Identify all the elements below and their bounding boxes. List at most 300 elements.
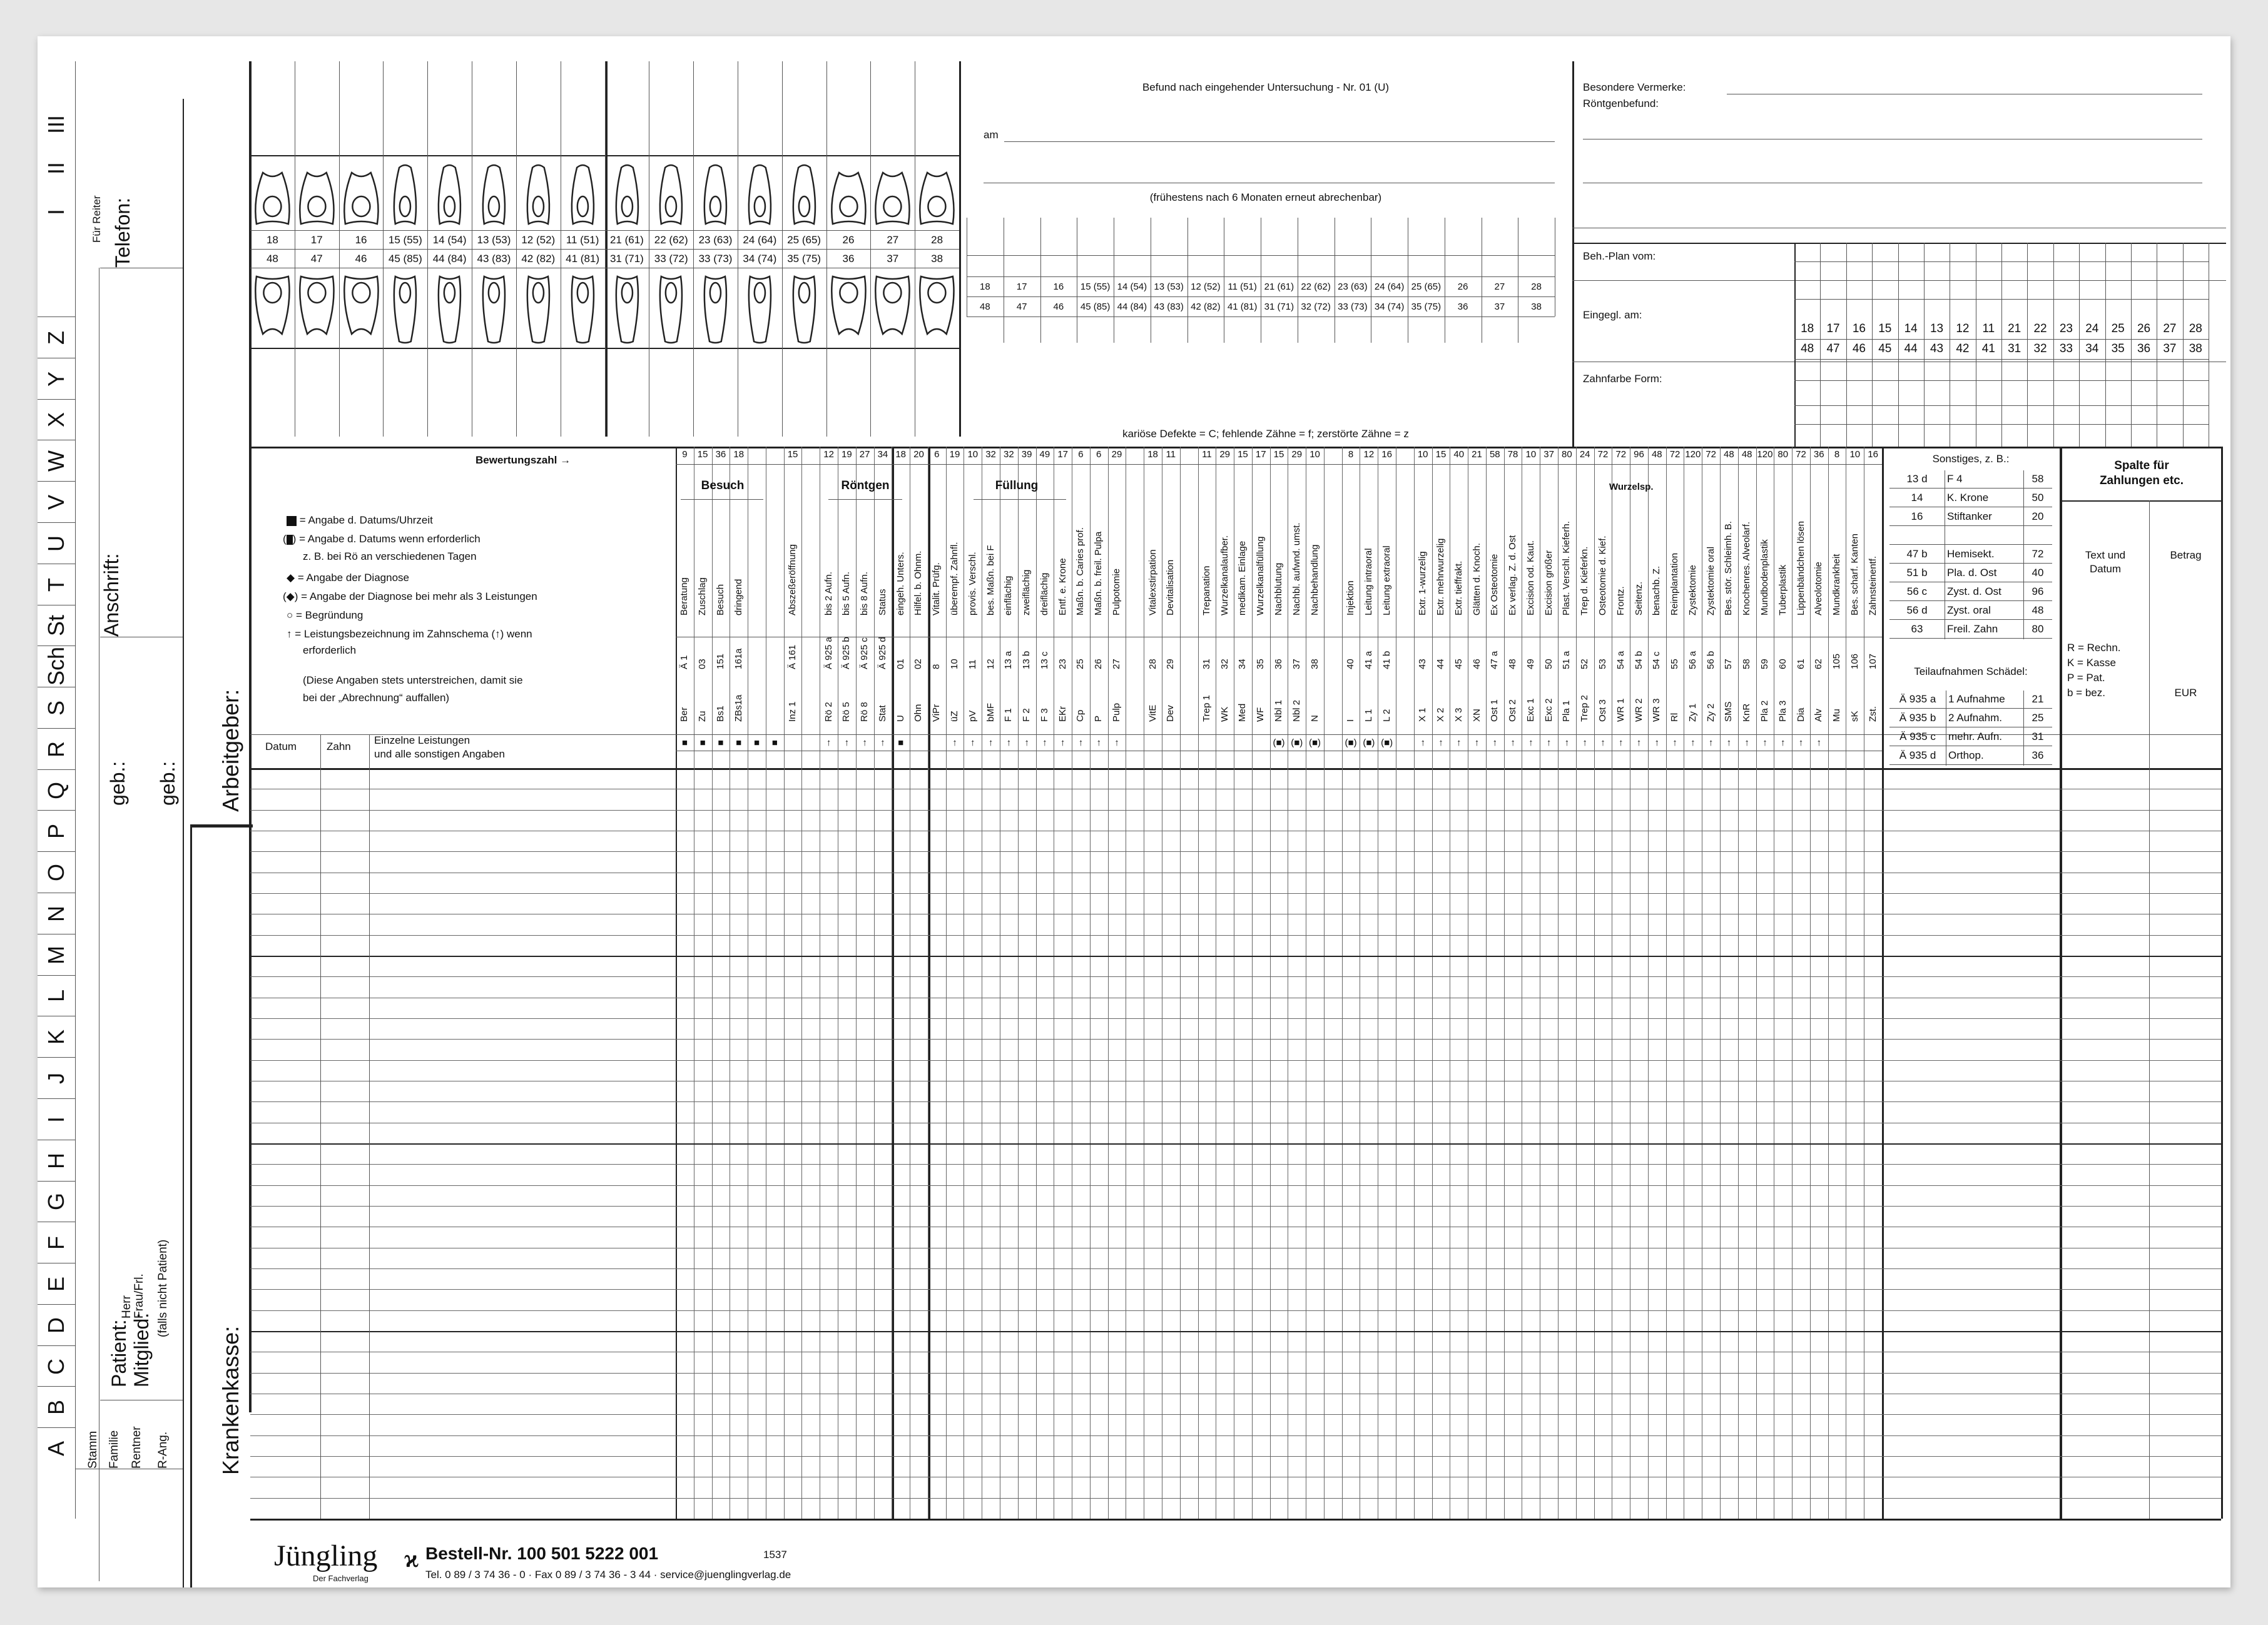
service-mark-icon: ↑ bbox=[1636, 737, 1642, 748]
service-mark-icon: ↑ bbox=[952, 737, 957, 748]
plan-row-line bbox=[1794, 261, 2209, 262]
register-letter[interactable]: E bbox=[43, 1276, 69, 1292]
tooth-number-lower: 34 (74) bbox=[743, 253, 777, 265]
register-letter[interactable]: U bbox=[43, 535, 69, 552]
service-num: 9 bbox=[682, 448, 688, 460]
register-letter[interactable]: X bbox=[43, 412, 69, 428]
register-letter[interactable]: F bbox=[43, 1236, 69, 1250]
service-mark-icon: ↑ bbox=[1456, 737, 1462, 748]
service-num: 10 bbox=[1849, 448, 1861, 460]
register-letter[interactable]: O bbox=[43, 864, 69, 882]
plan-num-upper: 17 bbox=[1826, 322, 1840, 335]
befund-num-upper: 26 bbox=[1457, 281, 1468, 292]
register-letter[interactable]: N bbox=[43, 905, 69, 922]
entry-row-line[interactable] bbox=[250, 1101, 2221, 1102]
service-code: 8 bbox=[931, 664, 942, 669]
service-name: Devitalisation bbox=[1165, 559, 1176, 615]
tooth-lower-icon[interactable] bbox=[649, 271, 693, 345]
tooth-number-upper: 13 (53) bbox=[477, 234, 511, 246]
zahlungen-eur: EUR bbox=[2174, 687, 2197, 699]
service-num: 36 bbox=[715, 448, 726, 460]
service-num: 27 bbox=[859, 448, 870, 460]
tooth-upper-icon[interactable] bbox=[782, 161, 826, 230]
tooth-lower-icon[interactable] bbox=[339, 271, 384, 345]
service-abbr: Ohn bbox=[913, 704, 924, 722]
entry-row-line[interactable] bbox=[250, 976, 2221, 977]
service-code: 34 bbox=[1237, 659, 1248, 669]
tooth-number-upper: 17 bbox=[310, 234, 323, 246]
besondere-vermerke: Besondere Vermerke: bbox=[1583, 81, 1686, 93]
service-name: Extr. 1-wurzelig bbox=[1417, 551, 1428, 615]
sonstiges-cell: Freil. Zahn bbox=[1947, 623, 1998, 635]
service-col-divider bbox=[1594, 447, 1595, 1519]
befund-num-upper: 23 (63) bbox=[1338, 281, 1368, 292]
entry-row-line[interactable] bbox=[250, 1435, 2221, 1436]
sonstiges-cell: Hemisekt. bbox=[1947, 548, 1995, 560]
service-col-divider bbox=[1198, 447, 1199, 1519]
letter-divider bbox=[38, 975, 75, 976]
service-code: Ä 1 bbox=[679, 655, 690, 669]
tooth-number-lower: 48 bbox=[266, 253, 278, 265]
entry-row-line[interactable] bbox=[250, 1206, 2221, 1207]
register-letter[interactable]: Q bbox=[43, 781, 69, 799]
plan-num-upper: 14 bbox=[1904, 322, 1918, 335]
service-name: Bes. scharf. Kanten bbox=[1849, 534, 1860, 615]
befund-num-upper: 11 (51) bbox=[1228, 281, 1257, 292]
zahlungen-text-1: Text und bbox=[2085, 549, 2126, 561]
sonstiges-cell bbox=[1945, 527, 2026, 544]
service-col-divider bbox=[784, 447, 785, 1519]
group-besuch-line bbox=[681, 499, 763, 500]
tooth-number-upper: 12 (52) bbox=[521, 234, 556, 246]
service-num: 18 bbox=[733, 448, 745, 460]
teilaufnahme-cell: 2 Aufnahm. bbox=[1948, 712, 2003, 724]
body-bottom-line bbox=[250, 1519, 2221, 1521]
tooth-upper-icon[interactable] bbox=[693, 161, 738, 230]
service-mark-icon: ↑ bbox=[970, 737, 975, 748]
service-header-line bbox=[676, 464, 1882, 465]
service-mark-icon: ↑ bbox=[1798, 737, 1804, 748]
service-num: 78 bbox=[1507, 448, 1518, 460]
sonstiges-cell bbox=[1889, 527, 1945, 544]
reiter-mark[interactable]: III bbox=[43, 115, 69, 134]
plan-num-upper: 21 bbox=[2008, 322, 2021, 335]
tooth-number-lower: 31 (71) bbox=[609, 253, 644, 265]
tooth-upper-icon[interactable] bbox=[427, 161, 472, 230]
service-abbr: ViPr bbox=[931, 704, 942, 722]
register-letter[interactable]: A bbox=[43, 1441, 69, 1457]
service-code: 54 b bbox=[1633, 651, 1644, 669]
letter-divider bbox=[38, 851, 75, 852]
service-name: Nachbl. aufwnd. umst. bbox=[1291, 522, 1302, 615]
arbeitgeber-label: Arbeitgeber: bbox=[218, 689, 243, 812]
group-fuellung: Füllung bbox=[995, 479, 1039, 492]
service-code: 45 bbox=[1453, 659, 1464, 669]
befund-right-border bbox=[1572, 61, 1574, 447]
befund-num-lower: 45 (85) bbox=[1080, 301, 1111, 312]
service-code: 11 bbox=[967, 659, 978, 669]
plan-num-upper: 11 bbox=[1982, 322, 1995, 335]
col-zahn: Zahn bbox=[327, 741, 351, 752]
legend-diagnose-3: (◆) = Angabe der Diagnose bei mehr als 3 Leistungen bbox=[283, 590, 537, 602]
service-mark-icon: (■) bbox=[1309, 737, 1321, 748]
befund-am-line[interactable] bbox=[1004, 141, 1555, 142]
teilaufnahme-cell: 36 bbox=[2032, 749, 2044, 761]
reiter-mark[interactable]: I bbox=[43, 209, 69, 216]
service-mark-icon: ↑ bbox=[1726, 737, 1732, 748]
befund-num-lower: 42 (82) bbox=[1191, 301, 1221, 312]
service-abbr: EKr bbox=[1057, 706, 1068, 722]
service-col-divider bbox=[1828, 447, 1829, 1519]
service-name: Ex Osteotomie bbox=[1489, 554, 1500, 615]
service-col-divider bbox=[1648, 447, 1649, 1519]
service-abbr: Pla 2 bbox=[1759, 700, 1770, 722]
tooth-upper-icon[interactable] bbox=[383, 161, 427, 230]
tooth-number-lower: 43 (83) bbox=[477, 253, 511, 265]
entry-row-line[interactable] bbox=[250, 810, 2221, 811]
service-abbr: Stat bbox=[877, 705, 888, 722]
register-letter[interactable]: B bbox=[43, 1400, 69, 1415]
entry-row-line[interactable] bbox=[250, 956, 2221, 957]
service-num bbox=[1324, 448, 1342, 460]
tooth-lower-icon[interactable] bbox=[826, 271, 871, 345]
service-code: 47 a bbox=[1489, 651, 1500, 669]
entry-row-line[interactable] bbox=[250, 1498, 2221, 1499]
plan-num-lower: 41 bbox=[1981, 342, 1995, 355]
sonstiges-cell: F 4 bbox=[1947, 473, 1963, 485]
tooth-lower-icon[interactable] bbox=[738, 271, 782, 345]
familie-label: Familie bbox=[108, 1430, 121, 1469]
group-wurzelsp: Wurzelsp. bbox=[1609, 482, 1654, 492]
register-letter[interactable]: G bbox=[43, 1193, 69, 1211]
register-letter[interactable]: Y bbox=[43, 371, 69, 387]
service-num: 80 bbox=[1562, 448, 1572, 460]
brand-mark-icon: ϰ bbox=[404, 1544, 419, 1572]
register-letter[interactable]: M bbox=[43, 945, 69, 964]
service-abbr: F 1 bbox=[1003, 708, 1014, 722]
zahlungen-k: K = Kasse bbox=[2067, 657, 2116, 669]
register-letter[interactable]: J bbox=[43, 1073, 69, 1085]
service-num: 29 bbox=[1111, 448, 1122, 460]
service-mark-icon: ↑ bbox=[1438, 737, 1443, 748]
entry-row-line[interactable] bbox=[250, 935, 2221, 936]
teilaufnahme-cell: 21 bbox=[2032, 693, 2044, 705]
tooth-lower-icon[interactable] bbox=[915, 271, 959, 345]
entry-row-line[interactable] bbox=[250, 1414, 2221, 1415]
tooth-upper-icon[interactable] bbox=[250, 161, 295, 230]
entry-row-line[interactable] bbox=[250, 1310, 2221, 1311]
plan-num-upper: 24 bbox=[2085, 322, 2099, 335]
tooth-upper-icon[interactable] bbox=[472, 161, 516, 230]
service-mark-icon: ↑ bbox=[1060, 737, 1065, 748]
zahn-col-line bbox=[369, 734, 370, 1519]
service-num: 39 bbox=[1021, 448, 1032, 460]
service-code: 26 bbox=[1093, 659, 1104, 669]
befund-title: Befund nach eingehender Untersuchung - Nr. 01 (U) bbox=[1142, 81, 1390, 93]
befund-num-lower: 48 bbox=[980, 301, 990, 312]
register-letter[interactable]: L bbox=[43, 990, 69, 1003]
service-mark-icon: ↑ bbox=[1654, 737, 1660, 748]
tooth-number-upper: 15 (55) bbox=[388, 234, 422, 246]
befund-num-upper: 25 (65) bbox=[1411, 281, 1442, 292]
plan-num-lower: 35 bbox=[2111, 342, 2125, 355]
plan-row-line bbox=[1794, 405, 2209, 406]
register-letter[interactable]: H bbox=[43, 1152, 69, 1169]
tooth-lower-icon[interactable] bbox=[516, 271, 561, 345]
service-abbr: Zu bbox=[697, 711, 708, 722]
service-left-border bbox=[676, 447, 677, 1519]
register-letter[interactable]: T bbox=[43, 577, 69, 592]
service-name: Hilfel. b. Ohnm. bbox=[913, 550, 924, 615]
register-letter[interactable]: D bbox=[43, 1317, 69, 1334]
service-name: Wurzelkanalaufber. bbox=[1219, 535, 1230, 615]
sonstiges-left-border bbox=[1882, 447, 1884, 1519]
register-letter[interactable]: K bbox=[43, 1030, 69, 1045]
tooth-divider bbox=[693, 61, 694, 437]
service-abbr: Pulp bbox=[1111, 702, 1122, 722]
teilaufnahme-cell: Orthop. bbox=[1948, 749, 1984, 761]
tooth-number-upper: 25 (65) bbox=[787, 234, 821, 246]
teilaufnahme-cell: Ä 935 d bbox=[1899, 749, 1936, 761]
plan-num-upper: 26 bbox=[2137, 322, 2151, 335]
tooth-number-lower: 41 (81) bbox=[566, 253, 600, 265]
entry-row-line[interactable] bbox=[250, 1143, 2221, 1145]
service-name: Tuberplastik bbox=[1777, 564, 1788, 615]
service-mark-icon: ■ bbox=[718, 737, 724, 748]
service-num: 120 bbox=[1757, 448, 1773, 460]
zahlungen-r: R = Rechn. bbox=[2067, 642, 2121, 654]
register-letter[interactable]: St bbox=[43, 615, 69, 637]
tooth-upper-icon[interactable] bbox=[915, 161, 959, 230]
service-code: 40 bbox=[1345, 659, 1356, 669]
service-name: Ex verlag. Z. d. Ost bbox=[1507, 535, 1518, 615]
sonstiges-cell: 96 bbox=[2032, 585, 2044, 597]
tooth-lower-icon[interactable] bbox=[295, 271, 339, 345]
service-col-divider bbox=[1036, 447, 1037, 1519]
sonstiges-cell: 63 bbox=[1911, 623, 1923, 635]
service-code: 28 bbox=[1147, 659, 1158, 669]
tooth-divider bbox=[605, 61, 606, 437]
service-code: 61 bbox=[1795, 659, 1806, 669]
service-name: Zystektomie oral bbox=[1705, 546, 1716, 615]
tooth-number-lower: 45 (85) bbox=[388, 253, 422, 265]
service-mark-icon: ■ bbox=[898, 737, 904, 748]
register-letter[interactable]: S bbox=[43, 700, 69, 716]
service-abbr: WF bbox=[1255, 707, 1266, 722]
tooth-upper-icon[interactable] bbox=[516, 161, 561, 230]
service-abbr: Nbl 1 bbox=[1273, 699, 1284, 722]
tooth-upper-icon[interactable] bbox=[295, 161, 339, 230]
teilaufnahme-cell: Ä 935 a bbox=[1899, 693, 1936, 705]
tooth-lower-icon[interactable] bbox=[427, 271, 472, 345]
plan-row-line bbox=[1794, 299, 2209, 300]
entry-row-line[interactable] bbox=[250, 1039, 2221, 1040]
service-name: Knochenres. Alveolarf. bbox=[1741, 521, 1752, 615]
plan-num-upper: 18 bbox=[1801, 322, 1814, 335]
contact-line: Tel. 0 89 / 3 74 36 - 0 · Fax 0 89 / 3 74 36 - 3 44 · service@juenglingverlag.de bbox=[425, 1569, 791, 1581]
teilaufnahme-cell: 25 bbox=[2032, 712, 2044, 724]
tooth-upper-icon[interactable] bbox=[870, 161, 915, 230]
service-mark-icon: ↑ bbox=[880, 737, 885, 748]
befund-num-lower: 37 bbox=[1494, 301, 1505, 312]
service-num: 96 bbox=[1634, 448, 1644, 460]
service-code: 25 bbox=[1075, 659, 1086, 669]
teil-col-line bbox=[2023, 691, 2024, 766]
service-name: bes. Maßn. bei F bbox=[985, 545, 996, 615]
service-col-divider bbox=[1792, 447, 1793, 1519]
entry-row-line[interactable] bbox=[250, 851, 2221, 852]
register-letter[interactable]: C bbox=[43, 1358, 69, 1375]
service-name: Plast. Verschl. Kieferh. bbox=[1561, 521, 1572, 615]
register-letter[interactable]: Sch bbox=[43, 647, 69, 686]
service-num: 6 bbox=[1096, 448, 1102, 460]
sonstiges-cell: Stiftanker bbox=[1947, 510, 1992, 522]
register-letter[interactable]: Z bbox=[43, 330, 69, 345]
register-letter[interactable]: W bbox=[43, 450, 69, 472]
service-num bbox=[748, 448, 766, 460]
service-num bbox=[1126, 448, 1144, 460]
service-code: 43 bbox=[1417, 659, 1428, 669]
service-num: 18 bbox=[1147, 448, 1158, 460]
tooth-lower-icon[interactable] bbox=[472, 271, 516, 345]
tooth-upper-icon[interactable] bbox=[561, 161, 605, 230]
patient-border-inner bbox=[190, 824, 192, 1587]
register-letter[interactable]: R bbox=[43, 741, 69, 757]
service-col-divider bbox=[856, 447, 857, 1519]
service-code: 29 bbox=[1165, 659, 1176, 669]
tooth-upper-icon[interactable] bbox=[738, 161, 782, 230]
register-letter[interactable]: V bbox=[43, 495, 69, 510]
tooth-number-lower: 38 bbox=[931, 253, 943, 265]
letter-divider bbox=[38, 1427, 75, 1428]
service-abbr: X 3 bbox=[1453, 707, 1464, 722]
register-letter[interactable]: P bbox=[43, 824, 69, 839]
zahlungen-p: P = Pat. bbox=[2067, 672, 2105, 684]
entry-row-line[interactable] bbox=[250, 1060, 2221, 1061]
teilaufnahme-row-line bbox=[1889, 708, 2052, 709]
zahlungen-betrag: Betrag bbox=[2170, 549, 2202, 561]
teeth-right-border bbox=[959, 61, 961, 437]
service-name: benachb. Z. bbox=[1651, 565, 1662, 615]
legend-arrow-b: erforderlich bbox=[303, 644, 357, 656]
service-col-divider bbox=[1324, 447, 1325, 1519]
service-col-divider bbox=[1108, 447, 1109, 1519]
krankenkasse-label: Krankenkasse: bbox=[218, 1325, 243, 1475]
tooth-upper-icon[interactable] bbox=[339, 161, 384, 230]
entry-row-line[interactable] bbox=[250, 1018, 2221, 1019]
sonstiges-cell: 72 bbox=[2032, 548, 2044, 560]
service-num: 15 bbox=[697, 448, 708, 460]
service-mark-icon: ↑ bbox=[844, 737, 850, 748]
service-abbr: XN bbox=[1471, 709, 1482, 722]
tooth-upper-icon[interactable] bbox=[605, 161, 649, 230]
befund-num-upper: 22 (62) bbox=[1301, 281, 1331, 292]
sonstiges-cell: 20 bbox=[2032, 510, 2044, 522]
tooth-lower-icon[interactable] bbox=[782, 271, 826, 345]
service-col-divider bbox=[1270, 447, 1271, 1519]
group-roentgen-line bbox=[828, 499, 902, 500]
tooth-lower-icon[interactable] bbox=[693, 271, 738, 345]
service-header-line bbox=[676, 734, 1882, 735]
service-num bbox=[1396, 448, 1414, 460]
letter-divider bbox=[38, 810, 75, 811]
service-num: 16 bbox=[1868, 448, 1878, 460]
brand-logo: Jüngling bbox=[274, 1539, 378, 1572]
tooth-number-upper: 21 (61) bbox=[609, 234, 644, 246]
zahnfarbe: Zahnfarbe Form: bbox=[1583, 373, 1662, 385]
teilaufnahme-cell: 31 bbox=[2032, 731, 2044, 742]
tooth-lower-icon[interactable] bbox=[250, 271, 295, 345]
service-mark-icon: ↑ bbox=[1600, 737, 1605, 748]
service-abbr: WR 1 bbox=[1615, 698, 1626, 722]
service-name: zweiflächig bbox=[1021, 569, 1032, 615]
diamond-bracket-icon: (◆) bbox=[283, 590, 298, 602]
service-abbr: Zst. bbox=[1867, 706, 1878, 722]
entry-row-line[interactable] bbox=[250, 1331, 2221, 1332]
service-num: 10 bbox=[1309, 448, 1320, 460]
entry-row-line[interactable] bbox=[250, 1373, 2221, 1374]
tooth-lower-icon[interactable] bbox=[383, 271, 427, 345]
service-abbr: Zy 1 bbox=[1687, 703, 1698, 722]
service-name: Maßn. b. Caries prof. bbox=[1075, 527, 1086, 615]
letter-divider bbox=[38, 399, 75, 400]
befund-num-upper: 17 bbox=[1016, 281, 1027, 292]
entry-row-line[interactable] bbox=[250, 1289, 2221, 1290]
letter-divider bbox=[38, 728, 75, 729]
entry-row-line[interactable] bbox=[250, 893, 2221, 894]
plan-num-upper: 27 bbox=[2163, 322, 2177, 335]
entry-row-line[interactable] bbox=[250, 1456, 2221, 1457]
reiter-mark[interactable]: II bbox=[43, 162, 69, 175]
tooth-lower-icon[interactable] bbox=[605, 271, 649, 345]
service-name: Zystektomie bbox=[1687, 565, 1698, 615]
befund-num-lower: 47 bbox=[1016, 301, 1027, 312]
zahlungen-right-border bbox=[2221, 447, 2223, 1519]
tooth-upper-icon[interactable] bbox=[826, 161, 871, 230]
service-abbr: Ost 2 bbox=[1507, 699, 1518, 722]
service-num: 12 bbox=[1363, 448, 1375, 460]
circle-icon: ○ bbox=[287, 609, 293, 621]
entry-row-line[interactable] bbox=[250, 1164, 2221, 1165]
tooth-upper-icon[interactable] bbox=[649, 161, 693, 230]
entry-row-line[interactable] bbox=[250, 1185, 2221, 1186]
service-num: 48 bbox=[1741, 448, 1752, 460]
tooth-lower-icon[interactable] bbox=[870, 271, 915, 345]
service-abbr: Ost 1 bbox=[1489, 699, 1500, 722]
service-name: einflächig bbox=[1003, 575, 1014, 615]
service-num bbox=[766, 448, 784, 460]
service-code: 01 bbox=[895, 659, 906, 669]
tooth-divider bbox=[782, 61, 783, 437]
service-num: 16 bbox=[1381, 448, 1392, 460]
service-code: 13 a bbox=[1003, 651, 1014, 669]
legend-square-icon bbox=[287, 516, 297, 526]
befund-num-lower: 35 (75) bbox=[1411, 301, 1442, 312]
tooth-number-upper: 24 (64) bbox=[743, 234, 777, 246]
service-code: 151 bbox=[714, 653, 726, 669]
service-abbr: Rö 8 bbox=[859, 702, 870, 722]
tooth-lower-icon[interactable] bbox=[561, 271, 605, 345]
service-num: 32 bbox=[1004, 448, 1014, 460]
register-letter[interactable]: I bbox=[43, 1116, 69, 1123]
service-name: Abszeßeröffnung bbox=[787, 544, 798, 615]
service-mark-icon: (■) bbox=[1291, 737, 1303, 748]
service-abbr: bMF bbox=[985, 703, 996, 722]
service-num: 10 bbox=[1525, 448, 1537, 460]
service-name: Alveolotomie bbox=[1813, 562, 1824, 615]
entry-row-line[interactable] bbox=[250, 1268, 2221, 1269]
service-num: 12 bbox=[823, 448, 834, 460]
